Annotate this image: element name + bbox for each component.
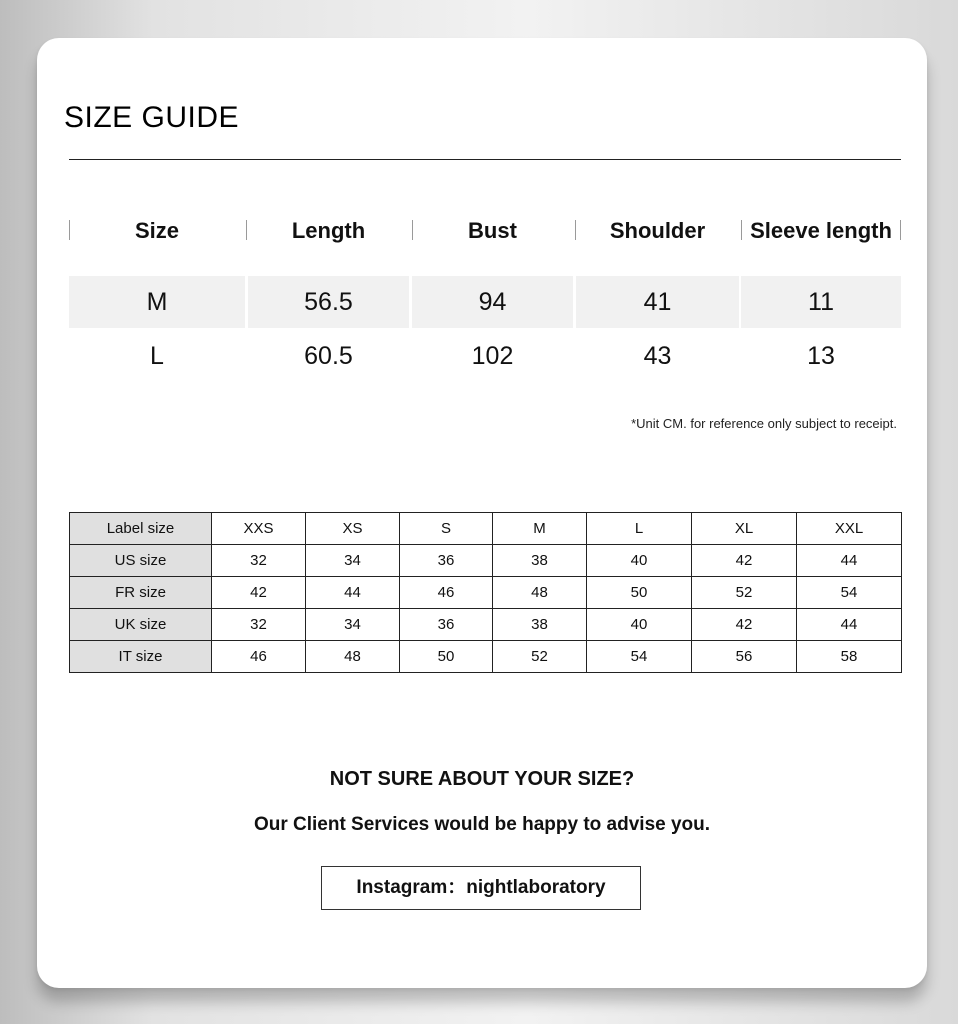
- table-row: [70, 577, 902, 609]
- cell-shoulder: 41: [576, 276, 739, 328]
- measurement-row-m: [69, 276, 901, 328]
- measurement-header-row: [69, 208, 901, 254]
- header-separator: [900, 220, 901, 240]
- table-cell: L: [587, 513, 692, 545]
- header-size: Size: [134, 218, 180, 243]
- header-bust: Bust: [468, 218, 517, 243]
- size-conversion-table: [69, 512, 902, 673]
- table-cell: 40: [587, 545, 692, 577]
- cell-bust: 102: [471, 342, 514, 370]
- row-label: IT size: [70, 641, 212, 673]
- table-cell: 50: [400, 641, 493, 673]
- table-cell: 42: [212, 577, 306, 609]
- table-row: [70, 545, 902, 577]
- header-length: Length: [291, 218, 366, 243]
- table-cell: 36: [400, 545, 493, 577]
- table-cell: 34: [306, 609, 400, 641]
- row-label: UK size: [70, 609, 212, 641]
- unit-note: *Unit CM. for reference only subject to receipt.: [631, 416, 897, 431]
- header-shoulder: Shoulder: [609, 218, 706, 243]
- table-cell: 42: [692, 545, 797, 577]
- table-cell: 44: [797, 609, 902, 641]
- table-cell: 48: [306, 641, 400, 673]
- row-label: FR size: [70, 577, 212, 609]
- table-cell: XL: [692, 513, 797, 545]
- size-guide-card: [37, 38, 927, 988]
- table-cell: 54: [587, 641, 692, 673]
- size-help-subtitle: Our Client Services would be happy to advise you.: [253, 814, 711, 835]
- table-cell: M: [493, 513, 587, 545]
- table-row: [70, 513, 902, 545]
- table-row: [70, 641, 902, 673]
- title-divider: [69, 159, 901, 160]
- table-cell: 36: [400, 609, 493, 641]
- table-cell: 38: [493, 609, 587, 641]
- table-cell: 40: [587, 609, 692, 641]
- cell-sleeve-length: 11: [741, 276, 901, 328]
- table-cell: 42: [692, 609, 797, 641]
- table-cell: 34: [306, 545, 400, 577]
- table-cell: 54: [797, 577, 902, 609]
- table-cell: 52: [493, 641, 587, 673]
- table-cell: S: [400, 513, 493, 545]
- table-cell: XXL: [797, 513, 902, 545]
- table-cell: 46: [212, 641, 306, 673]
- table-row: [70, 609, 902, 641]
- cell-sleeve-length: 13: [807, 342, 835, 370]
- instagram-contact-box: Instagram：nightlaboratory: [321, 866, 641, 910]
- table-cell: 44: [306, 577, 400, 609]
- table-cell: XS: [306, 513, 400, 545]
- cell-length: 56.5: [248, 276, 409, 328]
- header-sleeve-length: Sleeve length: [750, 218, 892, 243]
- cell-size: M: [69, 276, 245, 328]
- cell-length: 60.5: [304, 342, 353, 370]
- measurement-row-l: [69, 330, 901, 382]
- cell-bust: 94: [412, 276, 573, 328]
- table-cell: 32: [212, 609, 306, 641]
- table-cell: XXS: [212, 513, 306, 545]
- table-cell: 58: [797, 641, 902, 673]
- table-cell: 50: [587, 577, 692, 609]
- table-cell: 44: [797, 545, 902, 577]
- row-label: US size: [70, 545, 212, 577]
- measurement-table: [69, 208, 901, 370]
- table-cell: 48: [493, 577, 587, 609]
- table-cell: 38: [493, 545, 587, 577]
- size-help-question: NOT SURE ABOUT YOUR SIZE?: [329, 768, 635, 790]
- table-cell: 52: [692, 577, 797, 609]
- cell-size: L: [150, 342, 164, 370]
- table-cell: 56: [692, 641, 797, 673]
- table-cell: 32: [212, 545, 306, 577]
- table-cell: 46: [400, 577, 493, 609]
- row-label: Label size: [70, 513, 212, 545]
- page-title: SIZE GUIDE: [64, 101, 240, 134]
- header-separator: [246, 220, 247, 240]
- cell-shoulder: 43: [643, 342, 672, 370]
